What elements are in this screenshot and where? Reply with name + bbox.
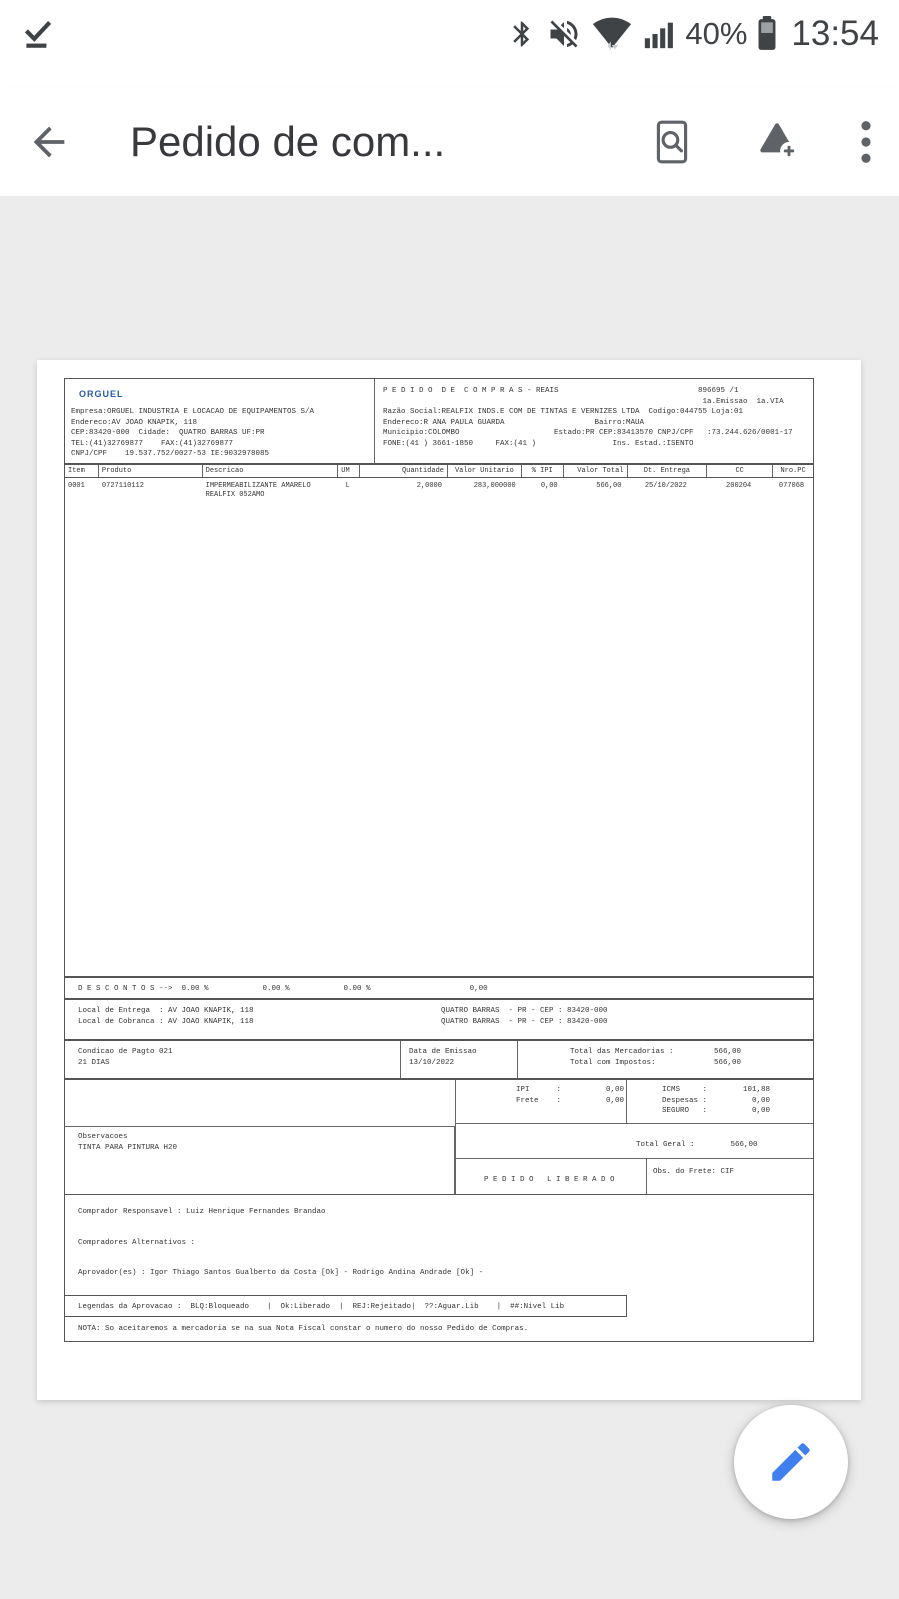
observacoes-title: Observacoes: [78, 1133, 128, 1141]
download-done-icon: [20, 14, 56, 52]
condicao-line1: Condicao de Pagto 021: [78, 1048, 173, 1056]
volume-muted-icon: [546, 16, 582, 52]
compradores-alternativos: Compradores Alternativos :: [78, 1238, 196, 1247]
local-entrega: Local de Entrega : AV JOAO KNAPIK, 118: [78, 1007, 254, 1015]
descontos-line: D E S C O N T O S --> 0.00 % 0.00 % 0.00 % 0,00: [65, 976, 813, 998]
local-cobranca-cep: QUATRO BARRAS - PR - CEP : 83420-000: [441, 1017, 608, 1026]
cell-um: L: [345, 482, 350, 490]
col-um: UM: [338, 465, 360, 477]
col-descricao: Descricao: [203, 465, 339, 477]
cell-dt-entrega: 25/10/2022: [644, 482, 687, 490]
despesas-line: Despesas : 0,00: [662, 1096, 771, 1105]
order-line: 1a.Emissao 1a.VIA: [383, 397, 784, 406]
document-title: Pedido de com...: [130, 118, 446, 165]
seguro-line: SEGURO : 0,00: [662, 1107, 771, 1115]
app-toolbar: [0, 88, 899, 196]
total-mercadorias: Total das Mercadorias : 566,00: [570, 1048, 742, 1056]
order-line: Municipio:COLOMBO Estado:PR CEP:83413570 CNPJ/CPF :73.244.626/0001-17: [383, 429, 793, 437]
cell-quantidade: 2,0000: [416, 482, 442, 490]
company-line: Endereco:AV JOAO KNAPIK, 118: [71, 418, 198, 427]
clock-label: 13:54: [791, 14, 879, 53]
legendas-box: Legendas da Aprovacao : BLQ:Bloqueado | Ok:Liberado | REJ:Rejeitado| ??:Aguar.Lib | ##:Nivel Lib: [65, 1295, 627, 1317]
taxes-right: [626, 1080, 813, 1123]
cell-item: 0001: [68, 482, 85, 490]
search-in-document-button[interactable]: [649, 119, 695, 165]
company-line: TEL:(41)32769877 FAX:(41)32769877: [71, 439, 234, 448]
frete-line: Frete : 0,00: [516, 1096, 625, 1105]
order-block: [375, 379, 813, 463]
taxes-box: [455, 1080, 813, 1124]
pdf-viewport[interactable]: [0, 196, 899, 1599]
taxes-and-totals-section: [65, 1078, 813, 1194]
descricao-line1: IMPERMEABILIZANTE AMARELO: [205, 482, 311, 490]
pedido-liberado: P E D I D O L I B E R A D O: [484, 1176, 615, 1184]
status-bar: [0, 0, 899, 88]
data-emissao-box: [400, 1041, 518, 1078]
col-produto: Produto: [99, 465, 203, 477]
document-search-icon: [649, 119, 695, 165]
pedido-liberado-box: [456, 1159, 646, 1194]
taxes-left: [456, 1080, 626, 1123]
total-impostos: Total com Impostos: 566,00: [570, 1058, 742, 1067]
order-title-line: P E D I D O D E C O M P R A S - REAIS 896695 /1: [383, 387, 739, 395]
signal-strength-icon: [642, 17, 676, 51]
col-cc: CC: [707, 465, 773, 477]
observacoes-text: TINTA PARA PINTURA H20: [78, 1143, 178, 1152]
col-quantidade: Quantidade: [360, 465, 448, 477]
total-geral-line: Total Geral : 566,00: [636, 1141, 758, 1149]
local-cobranca: Local de Cobranca : AV JOAO KNAPIK, 118: [78, 1017, 254, 1026]
col-item: Item: [65, 465, 99, 477]
col-nro-pc: Nro.PC: [780, 467, 806, 475]
condicao-pagto: [65, 1041, 400, 1078]
back-button[interactable]: [26, 119, 72, 165]
col-ipi: % IPI: [522, 465, 564, 477]
comprador-responsavel: Comprador Responsavel : Luiz Henrique Fernandes Brandao: [78, 1208, 326, 1216]
add-to-drive-button[interactable]: [753, 119, 801, 165]
nota-line: NOTA: So aceitaremos a mercadoria se na sua Nota Fiscal constar o numero do nosso Pedido de Compras.: [78, 1325, 529, 1333]
condicao-line2: 21 DIAS: [78, 1058, 110, 1067]
drive-add-icon: [753, 119, 801, 165]
col-valor-unitario: Valor Unitario: [448, 465, 522, 477]
cell-produto: 0727110112: [101, 482, 144, 490]
order-line: FONE:(41 ) 3661-1850 FAX:(41 ) Ins. Estad.:ISENTO: [383, 439, 694, 448]
ipi-line: IPI : 0,00: [516, 1086, 625, 1094]
local-cobranca-row: [65, 1017, 813, 1028]
company-line: CEP:83420-000 Cidade: QUATRO BARRAS UF:PR: [71, 429, 265, 437]
arrow-back-icon: [26, 119, 72, 165]
observacoes-box: [65, 1126, 455, 1194]
order-line: Endereco:R ANA PAULA GUARDA Bairro:MAUA: [383, 418, 645, 427]
company-line: Empresa:ORGUEL INDUSTRIA E LOCACAO DE EQUIPAMENTOS S/A: [71, 408, 315, 416]
purchase-order-document: [64, 378, 814, 1342]
buyer-section: [65, 1194, 813, 1293]
cell-nro-pc: 077068: [778, 482, 805, 490]
cell-valor-total: 566,00: [596, 482, 622, 490]
battery-icon: [756, 16, 778, 52]
payment-terms-section: [65, 1039, 813, 1078]
obs-frete-box: [646, 1159, 813, 1194]
totais-box: [518, 1041, 813, 1078]
wifi-icon: [591, 16, 633, 52]
battery-percent-label: 40%: [685, 16, 748, 51]
items-area: [65, 478, 813, 976]
company-logo: ORGUEL: [79, 389, 124, 399]
obs-frete: Obs. do Frete: CIF: [653, 1168, 735, 1176]
company-line: CNPJ/CPF 19.537.752/0027-53 IE:9032978085: [71, 450, 270, 458]
total-geral-box: [455, 1124, 813, 1159]
descricao-line2: REALFIX 052AMO: [205, 491, 265, 499]
cell-cc: 200204: [726, 482, 752, 490]
company-block: [65, 379, 375, 463]
more-vert-icon: [859, 119, 873, 165]
overflow-menu-button[interactable]: [859, 119, 873, 165]
table-row: [65, 478, 813, 500]
aprovadores: Aprovador(es) : Igor Thiago Santos Gualberto da Costa [Ok] - Rodrigo Andina Andrade [Ok] -: [78, 1269, 484, 1277]
order-line: Razão Social:REALFIX INDS.E COM DE TINTAS E VERNIZES LTDA Codigo:044755 Loja:01: [383, 408, 744, 416]
col-valor-total: Valor Total: [564, 465, 628, 477]
col-dt-entrega: Dt. Entrega: [628, 465, 708, 477]
annotate-fab[interactable]: [734, 1405, 848, 1519]
cell-valor-unitario: 283,000000: [473, 482, 516, 490]
cell-descricao: [203, 482, 339, 500]
emissao-value: 13/10/2022: [409, 1058, 455, 1067]
local-entrega-row: [65, 1006, 813, 1017]
bluetooth-icon: [507, 17, 537, 51]
icms-line: ICMS : 101,88: [662, 1086, 771, 1094]
local-entrega-cep: QUATRO BARRAS - PR - CEP : 83420-000: [441, 1007, 608, 1015]
edit-pencil-icon: [766, 1437, 816, 1487]
emissao-label: Data de Emissao: [409, 1048, 477, 1056]
delivery-addresses: [65, 998, 813, 1039]
document-header: [65, 379, 813, 463]
liberado-row: [455, 1159, 813, 1194]
cell-ipi: 0,00: [540, 482, 558, 490]
items-table-header: [65, 463, 813, 478]
pdf-page: [37, 360, 861, 1400]
